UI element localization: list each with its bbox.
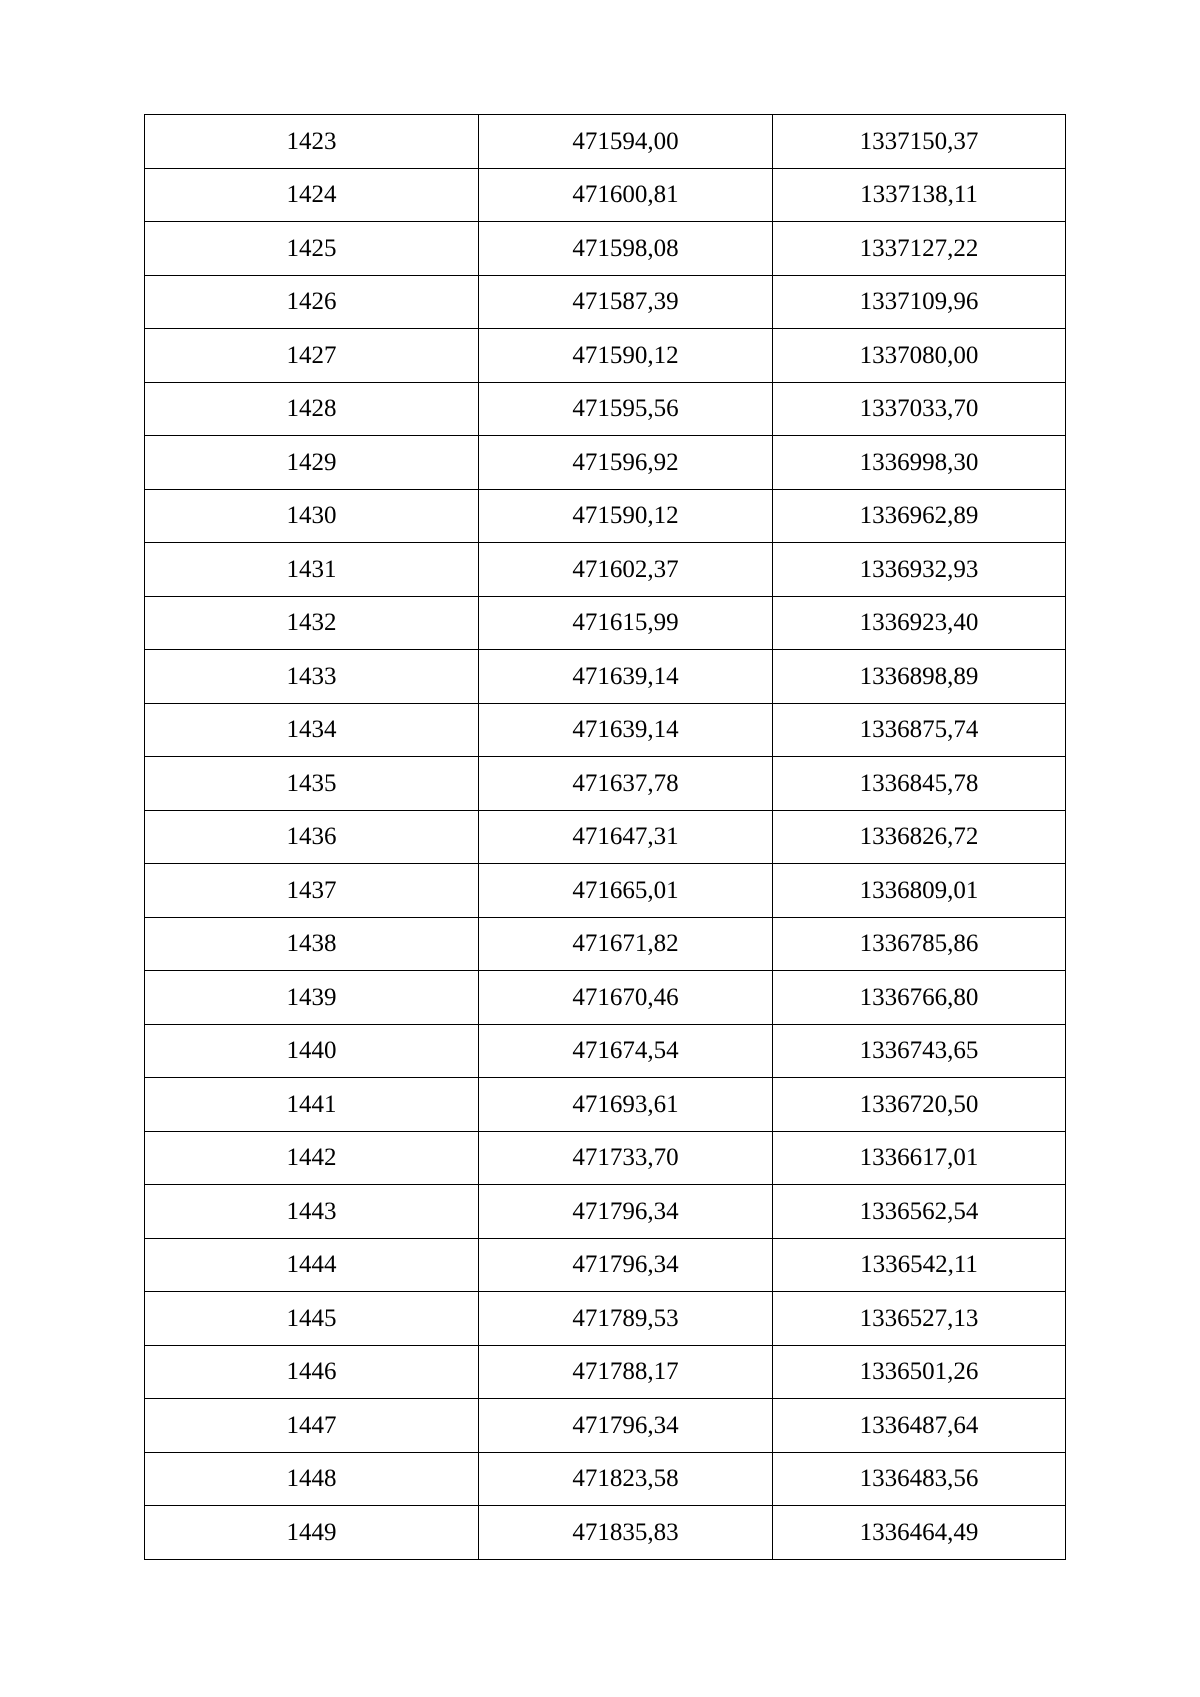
table-row <box>145 917 1066 971</box>
table-row <box>145 650 1066 704</box>
x-coordinate-cell: 471639,14 <box>479 650 773 704</box>
table-row <box>145 1024 1066 1078</box>
y-coordinate-cell: 1337150,37 <box>773 115 1066 169</box>
table-row <box>145 1452 1066 1506</box>
table-row <box>145 864 1066 918</box>
y-coordinate-cell: 1337138,11 <box>773 168 1066 222</box>
x-coordinate-cell: 471796,34 <box>479 1185 773 1239</box>
point-number-cell: 1444 <box>145 1238 479 1292</box>
y-coordinate-cell: 1336766,80 <box>773 971 1066 1025</box>
table-row <box>145 1506 1066 1560</box>
point-number-cell: 1443 <box>145 1185 479 1239</box>
table-row <box>145 382 1066 436</box>
table-row <box>145 168 1066 222</box>
y-coordinate-cell: 1336826,72 <box>773 810 1066 864</box>
y-coordinate-cell: 1337080,00 <box>773 329 1066 383</box>
x-coordinate-cell: 471637,78 <box>479 757 773 811</box>
point-number-cell: 1428 <box>145 382 479 436</box>
table-row <box>145 1131 1066 1185</box>
point-number-cell: 1437 <box>145 864 479 918</box>
table-row <box>145 757 1066 811</box>
table-row <box>145 703 1066 757</box>
y-coordinate-cell: 1336542,11 <box>773 1238 1066 1292</box>
point-number-cell: 1426 <box>145 275 479 329</box>
point-number-cell: 1440 <box>145 1024 479 1078</box>
table-row <box>145 596 1066 650</box>
point-number-cell: 1427 <box>145 329 479 383</box>
x-coordinate-cell: 471600,81 <box>479 168 773 222</box>
table-row <box>145 1078 1066 1132</box>
x-coordinate-cell: 471590,12 <box>479 329 773 383</box>
point-number-cell: 1431 <box>145 543 479 597</box>
y-coordinate-cell: 1336932,93 <box>773 543 1066 597</box>
y-coordinate-cell: 1336785,86 <box>773 917 1066 971</box>
table-row <box>145 1399 1066 1453</box>
point-number-cell: 1447 <box>145 1399 479 1453</box>
table-row <box>145 489 1066 543</box>
point-number-cell: 1446 <box>145 1345 479 1399</box>
x-coordinate-cell: 471590,12 <box>479 489 773 543</box>
y-coordinate-cell: 1336617,01 <box>773 1131 1066 1185</box>
x-coordinate-cell: 471693,61 <box>479 1078 773 1132</box>
y-coordinate-cell: 1336487,64 <box>773 1399 1066 1453</box>
y-coordinate-cell: 1336962,89 <box>773 489 1066 543</box>
point-number-cell: 1442 <box>145 1131 479 1185</box>
y-coordinate-cell: 1336562,54 <box>773 1185 1066 1239</box>
table-row <box>145 810 1066 864</box>
y-coordinate-cell: 1336743,65 <box>773 1024 1066 1078</box>
x-coordinate-cell: 471733,70 <box>479 1131 773 1185</box>
point-number-cell: 1435 <box>145 757 479 811</box>
y-coordinate-cell: 1336483,56 <box>773 1452 1066 1506</box>
x-coordinate-cell: 471587,39 <box>479 275 773 329</box>
point-number-cell: 1430 <box>145 489 479 543</box>
y-coordinate-cell: 1336875,74 <box>773 703 1066 757</box>
point-number-cell: 1424 <box>145 168 479 222</box>
point-number-cell: 1448 <box>145 1452 479 1506</box>
point-number-cell: 1423 <box>145 115 479 169</box>
table-row <box>145 1345 1066 1399</box>
y-coordinate-cell: 1337127,22 <box>773 222 1066 276</box>
x-coordinate-cell: 471596,92 <box>479 436 773 490</box>
y-coordinate-cell: 1337109,96 <box>773 275 1066 329</box>
coordinates-table-body <box>145 115 1066 1560</box>
table-row <box>145 436 1066 490</box>
y-coordinate-cell: 1336720,50 <box>773 1078 1066 1132</box>
table-row <box>145 222 1066 276</box>
x-coordinate-cell: 471789,53 <box>479 1292 773 1346</box>
point-number-cell: 1425 <box>145 222 479 276</box>
x-coordinate-cell: 471665,01 <box>479 864 773 918</box>
table-row <box>145 971 1066 1025</box>
x-coordinate-cell: 471615,99 <box>479 596 773 650</box>
y-coordinate-cell: 1336527,13 <box>773 1292 1066 1346</box>
point-number-cell: 1439 <box>145 971 479 1025</box>
x-coordinate-cell: 471788,17 <box>479 1345 773 1399</box>
x-coordinate-cell: 471674,54 <box>479 1024 773 1078</box>
x-coordinate-cell: 471598,08 <box>479 222 773 276</box>
table-row <box>145 543 1066 597</box>
table-row <box>145 329 1066 383</box>
point-number-cell: 1449 <box>145 1506 479 1560</box>
y-coordinate-cell: 1336845,78 <box>773 757 1066 811</box>
x-coordinate-cell: 471835,83 <box>479 1506 773 1560</box>
x-coordinate-cell: 471595,56 <box>479 382 773 436</box>
point-number-cell: 1441 <box>145 1078 479 1132</box>
point-number-cell: 1433 <box>145 650 479 704</box>
point-number-cell: 1438 <box>145 917 479 971</box>
y-coordinate-cell: 1336898,89 <box>773 650 1066 704</box>
point-number-cell: 1432 <box>145 596 479 650</box>
x-coordinate-cell: 471796,34 <box>479 1238 773 1292</box>
x-coordinate-cell: 471602,37 <box>479 543 773 597</box>
table-row <box>145 115 1066 169</box>
x-coordinate-cell: 471594,00 <box>479 115 773 169</box>
table-row <box>145 275 1066 329</box>
x-coordinate-cell: 471647,31 <box>479 810 773 864</box>
y-coordinate-cell: 1336501,26 <box>773 1345 1066 1399</box>
point-number-cell: 1434 <box>145 703 479 757</box>
point-number-cell: 1429 <box>145 436 479 490</box>
y-coordinate-cell: 1336464,49 <box>773 1506 1066 1560</box>
table-row <box>145 1292 1066 1346</box>
x-coordinate-cell: 471796,34 <box>479 1399 773 1453</box>
x-coordinate-cell: 471639,14 <box>479 703 773 757</box>
coordinates-table <box>144 114 1066 1560</box>
table-row <box>145 1238 1066 1292</box>
x-coordinate-cell: 471671,82 <box>479 917 773 971</box>
y-coordinate-cell: 1336809,01 <box>773 864 1066 918</box>
x-coordinate-cell: 471670,46 <box>479 971 773 1025</box>
y-coordinate-cell: 1336998,30 <box>773 436 1066 490</box>
y-coordinate-cell: 1336923,40 <box>773 596 1066 650</box>
x-coordinate-cell: 471823,58 <box>479 1452 773 1506</box>
point-number-cell: 1436 <box>145 810 479 864</box>
table-row <box>145 1185 1066 1239</box>
point-number-cell: 1445 <box>145 1292 479 1346</box>
y-coordinate-cell: 1337033,70 <box>773 382 1066 436</box>
